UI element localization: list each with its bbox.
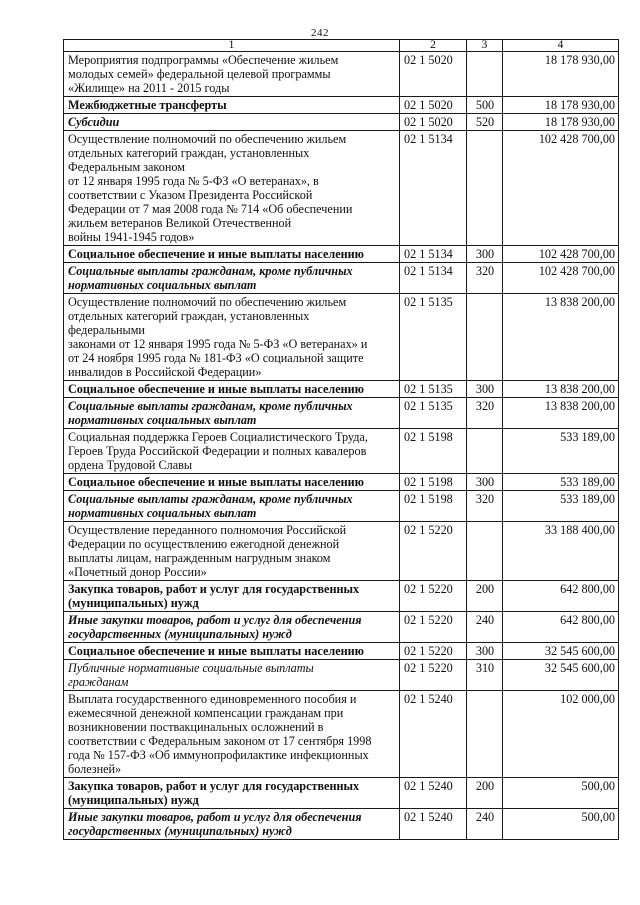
table-row xyxy=(64,398,619,429)
row-code-cell: 02 1 5220 xyxy=(400,522,467,581)
row-sum-cell: 533 189,00 xyxy=(503,429,619,474)
row-name-text: Мероприятия подпрограммы «Обеспечение жильем молодых семей» федеральной целевой программы «Жилище» на 2011 - 2015 годы xyxy=(68,53,339,95)
row-code-cell: 02 1 5134 xyxy=(400,246,467,263)
row-name-text: Осуществление полномочий по обеспечению жильем отдельных категорий граждан, установленных Федеральным законом от 12 января 1995 года № 5-ФЗ «О ветеранах», в соответствии с Указом Президента Российской Федерации от 7 мая 2008 года № 714 «Об обеспечении жильем ветеранов Великой Отечественной войны 1941-1945 годов» xyxy=(68,132,353,244)
row-code-cell: 02 1 5134 xyxy=(400,131,467,246)
table-row xyxy=(64,612,619,643)
row-name-cell xyxy=(64,398,400,429)
row-name-text: Закупка товаров, работ и услуг для государственных (муниципальных) нужд xyxy=(68,582,360,610)
row-name-text: Социальные выплаты гражданам, кроме публичных нормативных социальных выплат xyxy=(68,492,353,520)
row-name-text: Осуществление переданного полномочия Российской Федерации по осуществлению ежегодной денежной выплаты лицам, награжденным нагрудным знаком «Почетный донор России» xyxy=(68,523,347,579)
row-sum-cell: 642 800,00 xyxy=(503,581,619,612)
row-sum-cell: 102 428 700,00 xyxy=(503,263,619,294)
header-col-sum: 4 xyxy=(503,40,619,52)
row-name-text: Социальная поддержка Героев Социалистического Труда, Героев Труда Российской Федерации и полных кавалеров ордена Трудовой Славы xyxy=(68,430,368,472)
table-row xyxy=(64,246,619,263)
row-sum-cell: 18 178 930,00 xyxy=(503,97,619,114)
table-row xyxy=(64,429,619,474)
row-type-cell xyxy=(467,429,503,474)
row-type-cell xyxy=(467,522,503,581)
row-sum-cell: 18 178 930,00 xyxy=(503,114,619,131)
table-row xyxy=(64,114,619,131)
row-name-cell xyxy=(64,809,400,840)
row-type-cell xyxy=(467,52,503,97)
row-type-cell: 320 xyxy=(467,491,503,522)
row-code-cell: 02 1 5020 xyxy=(400,52,467,97)
row-sum-cell: 642 800,00 xyxy=(503,612,619,643)
header-col-name: 1 xyxy=(64,40,400,52)
row-name-cell xyxy=(64,643,400,660)
row-code-cell: 02 1 5020 xyxy=(400,114,467,131)
row-type-cell: 300 xyxy=(467,643,503,660)
row-code-cell: 02 1 5135 xyxy=(400,398,467,429)
row-sum-cell: 13 838 200,00 xyxy=(503,398,619,429)
table-row xyxy=(64,691,619,778)
table-row xyxy=(64,491,619,522)
row-code-cell: 02 1 5240 xyxy=(400,691,467,778)
row-sum-cell: 533 189,00 xyxy=(503,491,619,522)
header-col-code: 2 xyxy=(400,40,467,52)
row-type-cell: 320 xyxy=(467,398,503,429)
row-name-text: Закупка товаров, работ и услуг для государственных (муниципальных) нужд xyxy=(68,779,360,807)
row-code-cell: 02 1 5198 xyxy=(400,429,467,474)
row-code-cell: 02 1 5240 xyxy=(400,778,467,809)
row-name-text: Социальное обеспечение и иные выплаты населению xyxy=(68,382,364,396)
row-name-cell xyxy=(64,429,400,474)
row-sum-cell: 33 188 400,00 xyxy=(503,522,619,581)
row-sum-cell: 500,00 xyxy=(503,809,619,840)
row-name-cell xyxy=(64,131,400,246)
row-name-text: Иные закупки товаров, работ и услуг для обеспечения государственных (муниципальных) нужд xyxy=(68,810,362,838)
page-number: 242 xyxy=(311,27,329,39)
row-name-text: Социальные выплаты гражданам, кроме публичных нормативных социальных выплат xyxy=(68,399,353,427)
row-type-cell: 200 xyxy=(467,778,503,809)
row-name-text: Выплата государственного единовременного пособия и ежемесячной денежной компенсации гражданам при возникновении поствакцинальных осложнений в соответствии с Федеральным законом от 17 сентября 1998 года № 157-ФЗ «Об иммунопрофилактике инфекционных болезней» xyxy=(68,692,372,776)
row-code-cell: 02 1 5220 xyxy=(400,660,467,691)
row-sum-cell: 102 428 700,00 xyxy=(503,246,619,263)
row-type-cell: 300 xyxy=(467,381,503,398)
row-type-cell: 200 xyxy=(467,581,503,612)
row-name-text: Публичные нормативные социальные выплаты гражданам xyxy=(68,661,314,689)
row-sum-cell: 102 000,00 xyxy=(503,691,619,778)
table-row xyxy=(64,581,619,612)
row-name-text: Межбюджетные трансферты xyxy=(68,98,227,112)
table-row xyxy=(64,778,619,809)
row-type-cell: 240 xyxy=(467,809,503,840)
table-row xyxy=(64,52,619,97)
row-name-cell xyxy=(64,381,400,398)
row-code-cell: 02 1 5134 xyxy=(400,263,467,294)
row-type-cell xyxy=(467,294,503,381)
header-col-type: 3 xyxy=(467,40,503,52)
row-name-text: Социальное обеспечение и иные выплаты населению xyxy=(68,247,364,261)
row-name-cell xyxy=(64,114,400,131)
table-row xyxy=(64,522,619,581)
row-name-cell xyxy=(64,778,400,809)
row-sum-cell: 533 189,00 xyxy=(503,474,619,491)
row-name-cell xyxy=(64,522,400,581)
row-name-text: Социальные выплаты гражданам, кроме публичных нормативных социальных выплат xyxy=(68,264,353,292)
row-name-text: Социальное обеспечение и иные выплаты населению xyxy=(68,475,364,489)
row-sum-cell: 32 545 600,00 xyxy=(503,643,619,660)
row-code-cell: 02 1 5135 xyxy=(400,294,467,381)
row-code-cell: 02 1 5220 xyxy=(400,581,467,612)
row-code-cell: 02 1 5240 xyxy=(400,809,467,840)
row-name-text: Осуществление полномочий по обеспечению жильем отдельных категорий граждан, установленных федеральными законами от 12 января 1995 года № 5-ФЗ «О ветеранах» и от 24 ноября 1995 года № 181-ФЗ «О социальной защите инвалидов в Российской Федерации» xyxy=(68,295,368,379)
row-type-cell xyxy=(467,131,503,246)
table-row xyxy=(64,643,619,660)
row-type-cell: 240 xyxy=(467,612,503,643)
table-row xyxy=(64,131,619,246)
row-name-cell xyxy=(64,263,400,294)
row-sum-cell: 102 428 700,00 xyxy=(503,131,619,246)
row-name-cell xyxy=(64,246,400,263)
row-type-cell: 300 xyxy=(467,474,503,491)
row-type-cell: 520 xyxy=(467,114,503,131)
table-row xyxy=(64,809,619,840)
row-name-cell xyxy=(64,581,400,612)
row-type-cell: 300 xyxy=(467,246,503,263)
row-code-cell: 02 1 5198 xyxy=(400,474,467,491)
row-name-text: Субсидии xyxy=(68,115,120,129)
table-row xyxy=(64,263,619,294)
table-row xyxy=(64,474,619,491)
row-code-cell: 02 1 5220 xyxy=(400,612,467,643)
row-type-cell: 310 xyxy=(467,660,503,691)
row-name-cell xyxy=(64,474,400,491)
table-header-row xyxy=(64,40,619,52)
table-row xyxy=(64,660,619,691)
row-name-text: Социальное обеспечение и иные выплаты населению xyxy=(68,644,364,658)
row-name-cell xyxy=(64,97,400,114)
row-sum-cell: 13 838 200,00 xyxy=(503,294,619,381)
row-name-text: Иные закупки товаров, работ и услуг для обеспечения государственных (муниципальных) нужд xyxy=(68,613,362,641)
row-name-cell xyxy=(64,691,400,778)
row-sum-cell: 32 545 600,00 xyxy=(503,660,619,691)
table-row xyxy=(64,381,619,398)
budget-table xyxy=(63,39,619,840)
row-name-cell xyxy=(64,52,400,97)
row-type-cell: 500 xyxy=(467,97,503,114)
row-name-cell xyxy=(64,294,400,381)
row-code-cell: 02 1 5220 xyxy=(400,643,467,660)
table-row xyxy=(64,294,619,381)
row-name-cell xyxy=(64,660,400,691)
row-type-cell xyxy=(467,691,503,778)
row-code-cell: 02 1 5135 xyxy=(400,381,467,398)
table-row xyxy=(64,97,619,114)
row-sum-cell: 18 178 930,00 xyxy=(503,52,619,97)
row-type-cell: 320 xyxy=(467,263,503,294)
row-code-cell: 02 1 5198 xyxy=(400,491,467,522)
row-sum-cell: 500,00 xyxy=(503,778,619,809)
row-code-cell: 02 1 5020 xyxy=(400,97,467,114)
row-name-cell xyxy=(64,612,400,643)
row-name-cell xyxy=(64,491,400,522)
row-sum-cell: 13 838 200,00 xyxy=(503,381,619,398)
